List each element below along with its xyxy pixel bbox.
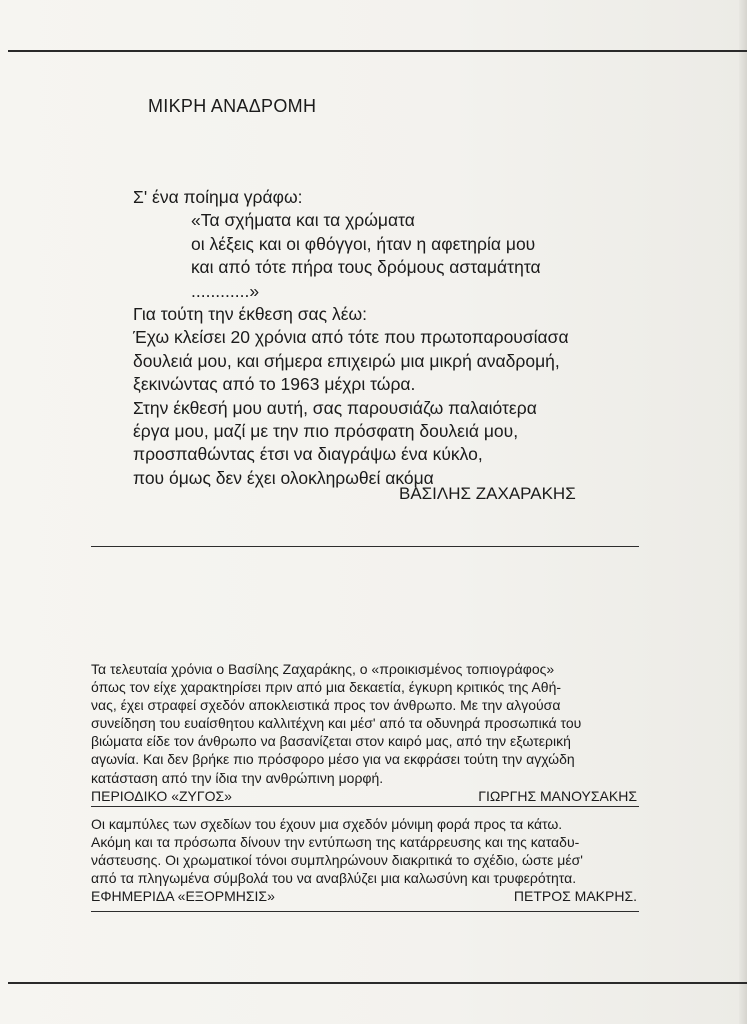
review-credit: [91, 787, 639, 805]
review-line: βιώματα είδε τον άνθρωπο να βασανίζεται στον καιρό μας, από την εξωτερική: [91, 733, 571, 750]
poem-line: και από τότε πήρα τους δρόμους ασταμάτητα: [191, 257, 541, 278]
review-line: συνείδηση του ευαίσθητου καλλιτέχνη και μέσ' από τα οδυνηρά προσωπικά του: [91, 715, 582, 732]
review-author: ΠΕΤΡΟΣ ΜΑΚΡΗΣ.: [513, 888, 637, 905]
page-title: ΜΙΚΡΗ ΑΝΑΔΡΟΜΗ: [148, 96, 317, 116]
review-line: από τα πληγωμένα σύμβολά του να αναβλύζει μια καλωσύνη και τρυφερότητα.: [91, 870, 577, 887]
page-edge-shadow: [739, 0, 747, 1024]
review-line: όπως τον είχε χαρακτηρίσει πριν από μια δεκαετία, έγκυρη κριτικός της Αθή-: [91, 679, 562, 696]
poem-line: Για τούτη την έκθεση σας λέω:: [133, 304, 368, 325]
review-source: ΠΕΡΙΟΔΙΚΟ «ΖΥΓΟΣ»: [91, 787, 232, 804]
poem-line: έργα μου, μαζί με την πιο πρόσφατη δουλειά μου,: [133, 421, 519, 442]
review-line: Ακόμη και τα πρόσωπα δίνουν την εντύπωση της κατάρρευσης και της καταδυ-: [91, 834, 580, 851]
review-author: ΓΙΩΡΓΗΣ ΜΑΝΟΥΣΑΚΗΣ: [478, 787, 637, 804]
review-block-zygos: [91, 660, 639, 805]
review-source: ΕΦΗΜΕΡΙΔΑ «ΕΞΟΡΜΗΣΙΣ»: [91, 888, 275, 905]
bottom-rule: [8, 982, 747, 984]
poem-line: Στην έκθεσή μου αυτή, σας παρουσιάζω παλαιότερα: [133, 397, 537, 418]
poem-line: προσπαθώντας έτσι να διαγράψω ένα κύκλο,: [133, 444, 483, 465]
artist-signature: ΒΑΣΙΛΗΣ ΖΑΧΑΡΑΚΗΣ: [399, 484, 576, 503]
poem-line: Σ' ένα ποίημα γράφω:: [133, 187, 303, 207]
poem-line: «Τα σχήματα και τα χρώματα: [191, 210, 415, 231]
poem-line: οι λέξεις και οι φθόγγοι, ήταν η αφετηρία μου: [191, 233, 536, 254]
poem-line: ξεκινώντας από το 1963 μέχρι τώρα.: [133, 374, 416, 395]
top-rule: [8, 50, 747, 52]
review-credit: [91, 887, 639, 905]
section-divider: [91, 546, 639, 547]
review-block-exormisis: [91, 815, 639, 905]
review-line: αγωνία. Και δεν βρήκε πιο πρόσφορο μέσο για να εκφράσει τούτη την αγχώδη: [91, 751, 575, 768]
review-line: νας, έχει στραφεί σχεδόν αποκλειστικά προς τον άνθρωπο. Με την αλγούσα: [91, 697, 561, 714]
review-line: νάστευσης. Οι χρωματικοί τόνοι συμπληρώνουν διακριτικά το σχέδιο, ώστε μέσ': [91, 852, 583, 869]
review-divider: [91, 806, 639, 807]
poem-line: Έχω κλείσει 20 χρόνια από τότε που πρωτοπαρουσίασα: [133, 327, 569, 348]
review-line: κατάσταση από την ίδια την ανθρώπινη μορφή.: [91, 769, 384, 786]
poem-text: [133, 186, 693, 490]
review-line: Οι καμπύλες των σχεδίων του έχουν μια σχεδόν μόνιμη φορά προς τα κάτω.: [91, 816, 563, 832]
review-divider: [91, 911, 639, 912]
poem-line: ............»: [191, 280, 260, 301]
review-line: Τα τελευταία χρόνια ο Βασίλης Ζαχαράκης, ο «προικισμένος τοπιογράφος»: [91, 661, 555, 677]
poem-line: που όμως δεν έχει ολοκληρωθεί ακόμα: [133, 467, 434, 488]
poem-line: δουλειά μου, και σήμερα επιχειρώ μια μικρή αναδρομή,: [133, 350, 560, 371]
